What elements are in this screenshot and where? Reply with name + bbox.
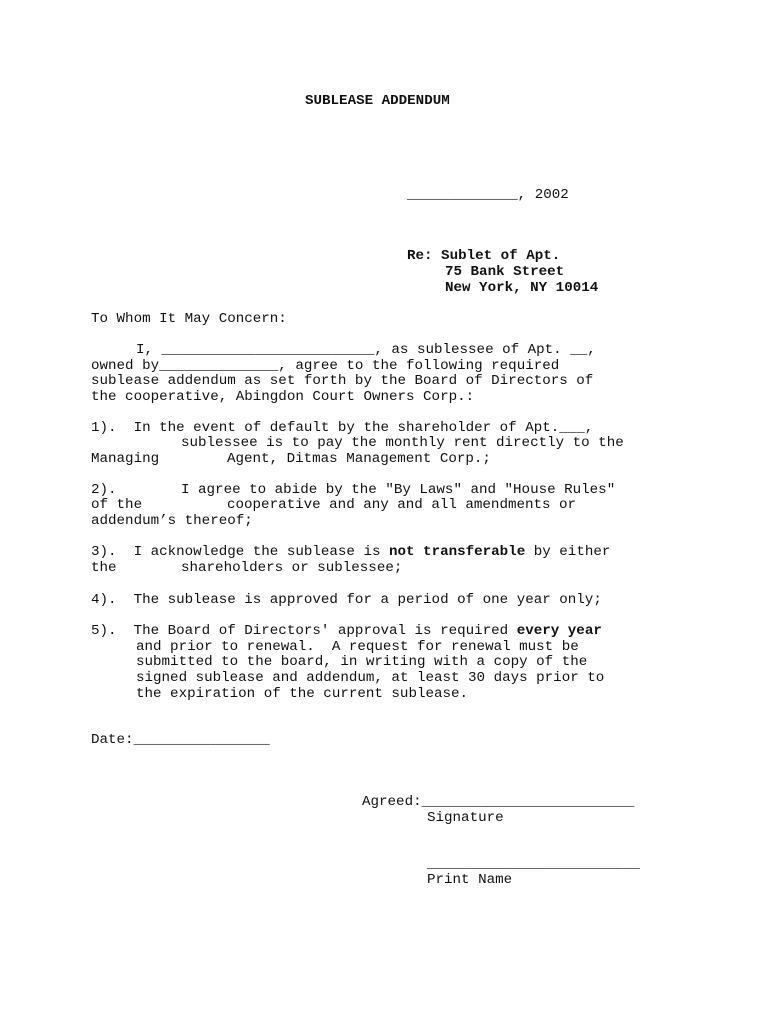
re-line-3: New York, NY 10014 [445,280,599,296]
clause-1-line-2: sublessee is to pay the monthly rent directly to the [181,435,624,451]
clause-3-text-pre: 3). I acknowledge the sublease is [91,544,389,560]
document-title: SUBLEASE ADDENDUM [305,93,450,109]
clause-5-line-1 [91,624,602,640]
re-line-1: Re: Sublet of Apt. [407,248,561,264]
clause-4-line-1: 4). The sublease is approved for a period of one year only; [91,592,602,608]
clause-2-line-3: addendum’s thereof; [91,513,253,529]
agreed-signature-field[interactable]: Agreed:_________________________ [362,794,635,810]
date-line: _____________, 2002 [407,187,569,203]
salutation: To Whom It May Concern: [91,311,287,327]
clause-5-line-3: submitted to the board, in writing with a copy of the [136,654,588,670]
clause-1-line-3a: Managing [91,451,160,467]
intro-line-1: I, _________________________, as sublessee of Apt. __, [136,342,596,358]
intro-line-3: sublease addendum as set forth by the Board of Directors of [91,373,594,389]
clause-3-text-post: by either [525,544,611,560]
clause-1-line-3b: Agent, Ditmas Management Corp.; [227,451,491,467]
intro-line-4: the cooperative, Abingdon Court Owners Corp.: [91,389,475,405]
clause-3-line-2a: the [91,560,117,576]
clause-1-line-1: 1). In the event of default by the shareholder of Apt.___, [91,420,594,436]
clause-5-text-pre: 5). The Board of Directors' approval is required [91,623,517,639]
intro-line-2: owned by______________, agree to the following required [91,358,560,374]
re-line-2: 75 Bank Street [445,264,565,280]
clause-3-line-2b: shareholders or sublessee; [181,560,403,576]
clause-5-line-2: and prior to renewal. A request for renewal must be [136,639,579,655]
print-name-field[interactable]: _________________________ [427,856,640,872]
clause-2-line-1: I agree to abide by the "By Laws" and "House Rules" [181,482,616,498]
date-field[interactable]: Date:________________ [91,732,270,748]
clause-3-emphasis: not transferable [389,544,526,560]
clause-2-line-2a: of the [91,497,143,513]
clause-5-emphasis: every year [516,623,602,639]
signature-label: Signature [427,810,504,826]
print-name-label: Print Name [427,872,513,888]
clause-2-number: 2). [91,482,117,498]
clause-3-line-1 [91,545,610,561]
clause-5-line-4: signed sublease and addendum, at least 30 days prior to [136,670,605,686]
clause-5-line-5: the expiration of the current sublease. [136,686,469,702]
clause-2-line-2b: cooperative and any and all amendments or [227,497,577,513]
